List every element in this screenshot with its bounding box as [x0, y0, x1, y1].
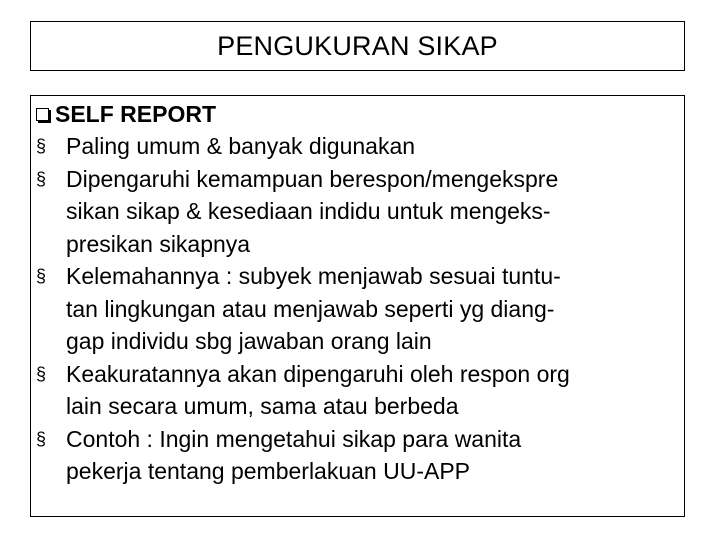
- list-item-line: pekerja tentang pemberlakuan UU-APP: [66, 458, 471, 484]
- list-item-line: Kelemahannya : subyek menjawab sesuai tuntu-: [66, 263, 561, 289]
- list-item-line: lain secara umum, sama atau berbeda: [66, 393, 459, 419]
- list-item-line: Paling umum & banyak digunakan: [66, 133, 416, 159]
- list-item-line: Keakuratannya akan dipengaruhi oleh respon org: [66, 360, 570, 387]
- list-item-text: [66, 163, 558, 261]
- list-item: [35, 423, 684, 488]
- list-item-line: Dipengaruhi kemampuan berespon/mengekspre: [66, 165, 559, 192]
- section-heading: [35, 99, 684, 130]
- list-item-text: [66, 358, 570, 423]
- section-sign-bullet-icon: §: [36, 136, 47, 156]
- list-item: [35, 358, 684, 423]
- section-sign-bullet-icon: §: [36, 363, 47, 384]
- section-heading-text: SELF REPORT: [55, 101, 217, 127]
- section-sign-bullet-icon: §: [36, 428, 47, 449]
- section-sign-bullet-icon: §: [36, 168, 47, 189]
- list-item-text: [66, 423, 521, 488]
- list-item-line: Contoh : Ingin mengetahui sikap para wanita: [66, 425, 522, 452]
- content-box: [30, 95, 685, 517]
- bullet-list: [35, 130, 684, 488]
- title-box: [30, 21, 685, 71]
- list-item-line: gap individu sbg jawaban orang lain: [66, 328, 432, 354]
- list-item-line: presikan sikapnya: [66, 230, 251, 257]
- section-sign-bullet-icon: §: [36, 266, 47, 286]
- page-title: PENGUKURAN SIKAP: [217, 31, 498, 61]
- checkbox-square-bullet-icon: [36, 108, 49, 121]
- list-item-line: tan lingkungan atau menjawab seperti yg diang-: [66, 295, 555, 322]
- list-item: [35, 163, 684, 261]
- list-item: [35, 130, 684, 163]
- list-item-text: [66, 130, 415, 163]
- list-item: [35, 260, 684, 358]
- list-item-text: [66, 260, 561, 358]
- list-item-line: sikan sikap & kesediaan indidu untuk mengeks-: [66, 198, 551, 224]
